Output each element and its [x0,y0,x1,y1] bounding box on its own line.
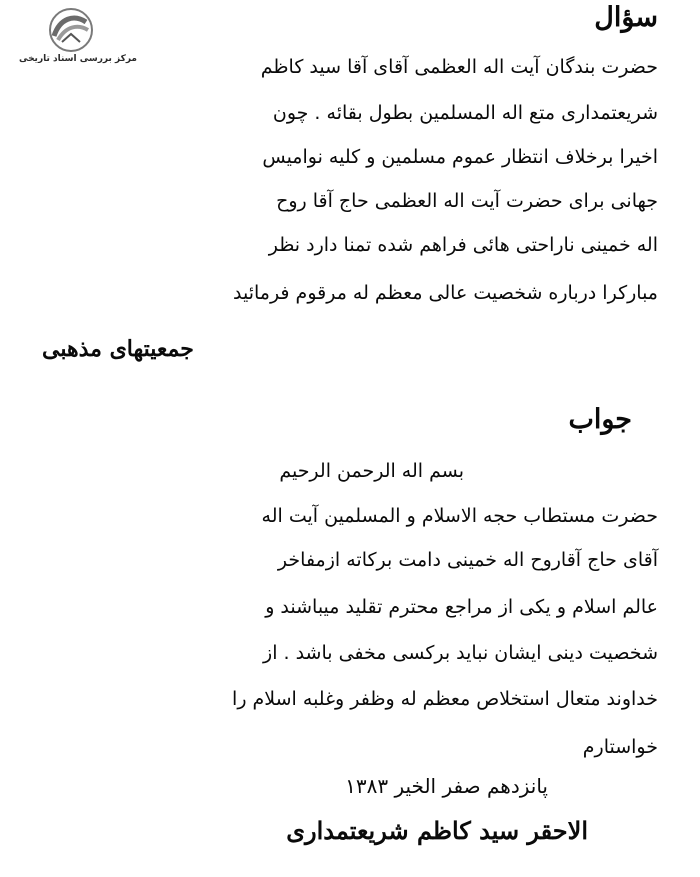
answer-line: حضرت مستطاب حجه الاسلام و المسلمین آیت اله [261,505,658,527]
answer-line: شخصیت دینی ایشان نباید برکسی مخفی باشد . از [263,642,658,664]
question-line: حضرت بندگان آیت اله العظمی آقای آقا سید کاظم [260,56,658,78]
question-line: شریعتمداری متع اله المسلمین بطول بقائه . چون [272,102,658,124]
archive-logo [18,6,138,68]
answer-line: آقای حاج آقاروح اله خمینی دامت برکاته ازمفاخر [277,549,658,571]
answer-line: عالم اسلام و یکی از مراجع محترم تقلید میباشند و [265,596,658,618]
question-line: اله خمینی ناراحتی هائی فراهم شده تمنا دارد نظر [268,234,658,256]
question-heading: سؤال [594,2,658,33]
answer-line-last: خواستارم [582,736,658,758]
answer-heading: جواب [568,404,632,435]
answer-bismillah: بسم اله الرحمن الرحیم [279,460,464,482]
question-line: اخیرا برخلاف انتظار عموم مسلمین و کلیه نوامیس [262,146,658,168]
answer-date: پانزدهم صفر الخیر ۱۳۸۳ [345,774,548,798]
question-line: مبارکرا درباره شخصیت عالی معظم له مرقوم فرمائید [232,282,658,304]
answer-signature: الاحقر سید کاظم شریعتمداری [286,816,588,845]
answer-line: خداوند متعال استخلاص معظم له وظفر وغلبه اسلام را [232,688,658,710]
archive-name: مرکز بررسی اسناد تاریخی [18,54,138,64]
question-signer: جمعیتهای مذهبی [42,336,194,362]
book-globe-icon [40,6,102,54]
question-line: جهانی برای حضرت آیت اله العظمی حاج آقا روح [276,190,658,212]
